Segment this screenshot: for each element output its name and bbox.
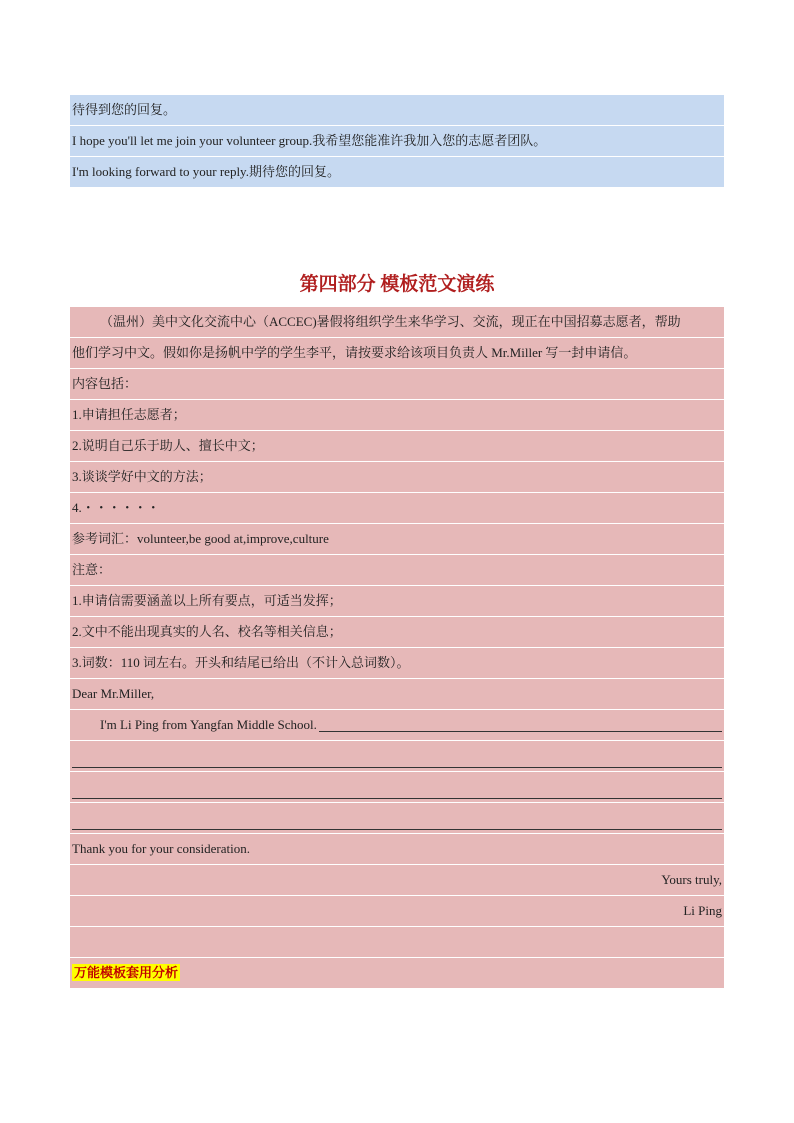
previous-phrases-box (70, 95, 724, 188)
letter-intro-line (70, 710, 724, 741)
writing-blank (319, 731, 722, 732)
empty-row (70, 927, 724, 958)
writing-line-2 (70, 772, 724, 803)
phrase-line-3: I'm looking forward to your reply.期待您的回复。 (70, 157, 724, 188)
letter-greeting: Dear Mr.Miller, (70, 679, 724, 710)
writing-blank (72, 767, 722, 768)
letter-signature: Li Ping (70, 896, 724, 927)
letter-closing: Thank you for your consideration. (70, 834, 724, 865)
content-item-2: 2.说明自己乐于助人、擅长中文； (70, 431, 724, 462)
writing-blank (72, 798, 722, 799)
task-prompt-line-1: （温州）美中文化交流中心（ACCEC)暑假将组织学生来华学习、交流，现正在中国招募志愿者，帮助 (70, 307, 724, 338)
notes-heading: 注意： (70, 555, 724, 586)
writing-blank (72, 829, 722, 830)
phrase-line-1: 待得到您的回复。 (70, 95, 724, 126)
content-item-4: 4.・・・・・・ (70, 493, 724, 524)
writing-task-box (70, 307, 724, 989)
task-prompt-line-2: 他们学习中文。假如你是扬帆中学的学生李平，请按要求给该项目负责人 Mr.Miller 写一封申请信。 (70, 338, 724, 369)
content-item-3: 3.谈谈学好中文的方法； (70, 462, 724, 493)
writing-line-3 (70, 803, 724, 834)
note-1: 1.申请信需要涵盖以上所有要点，可适当发挥； (70, 586, 724, 617)
section-title: 第四部分 模板范文演练 (299, 274, 495, 295)
note-3: 3.词数：110 词左右。开头和结尾已给出（不计入总词数）。 (70, 648, 724, 679)
phrase-line-2: I hope you'll let me join your volunteer group.我希望您能准许我加入您的志愿者团队。 (70, 126, 724, 157)
content-heading: 内容包括： (70, 369, 724, 400)
template-analysis-label: 万能模板套用分析 (74, 965, 179, 980)
note-2: 2.文中不能出现真实的人名、校名等相关信息； (70, 617, 724, 648)
reference-vocab: 参考词汇：volunteer,be good at,improve,culture (70, 524, 724, 555)
letter-intro-text: I'm Li Ping from Yangfan Middle School. (100, 717, 317, 732)
writing-line-1 (70, 741, 724, 772)
footer-row (70, 958, 724, 989)
content-item-1: 1.申请担任志愿者； (70, 400, 724, 431)
letter-signoff: Yours truly, (70, 865, 724, 896)
